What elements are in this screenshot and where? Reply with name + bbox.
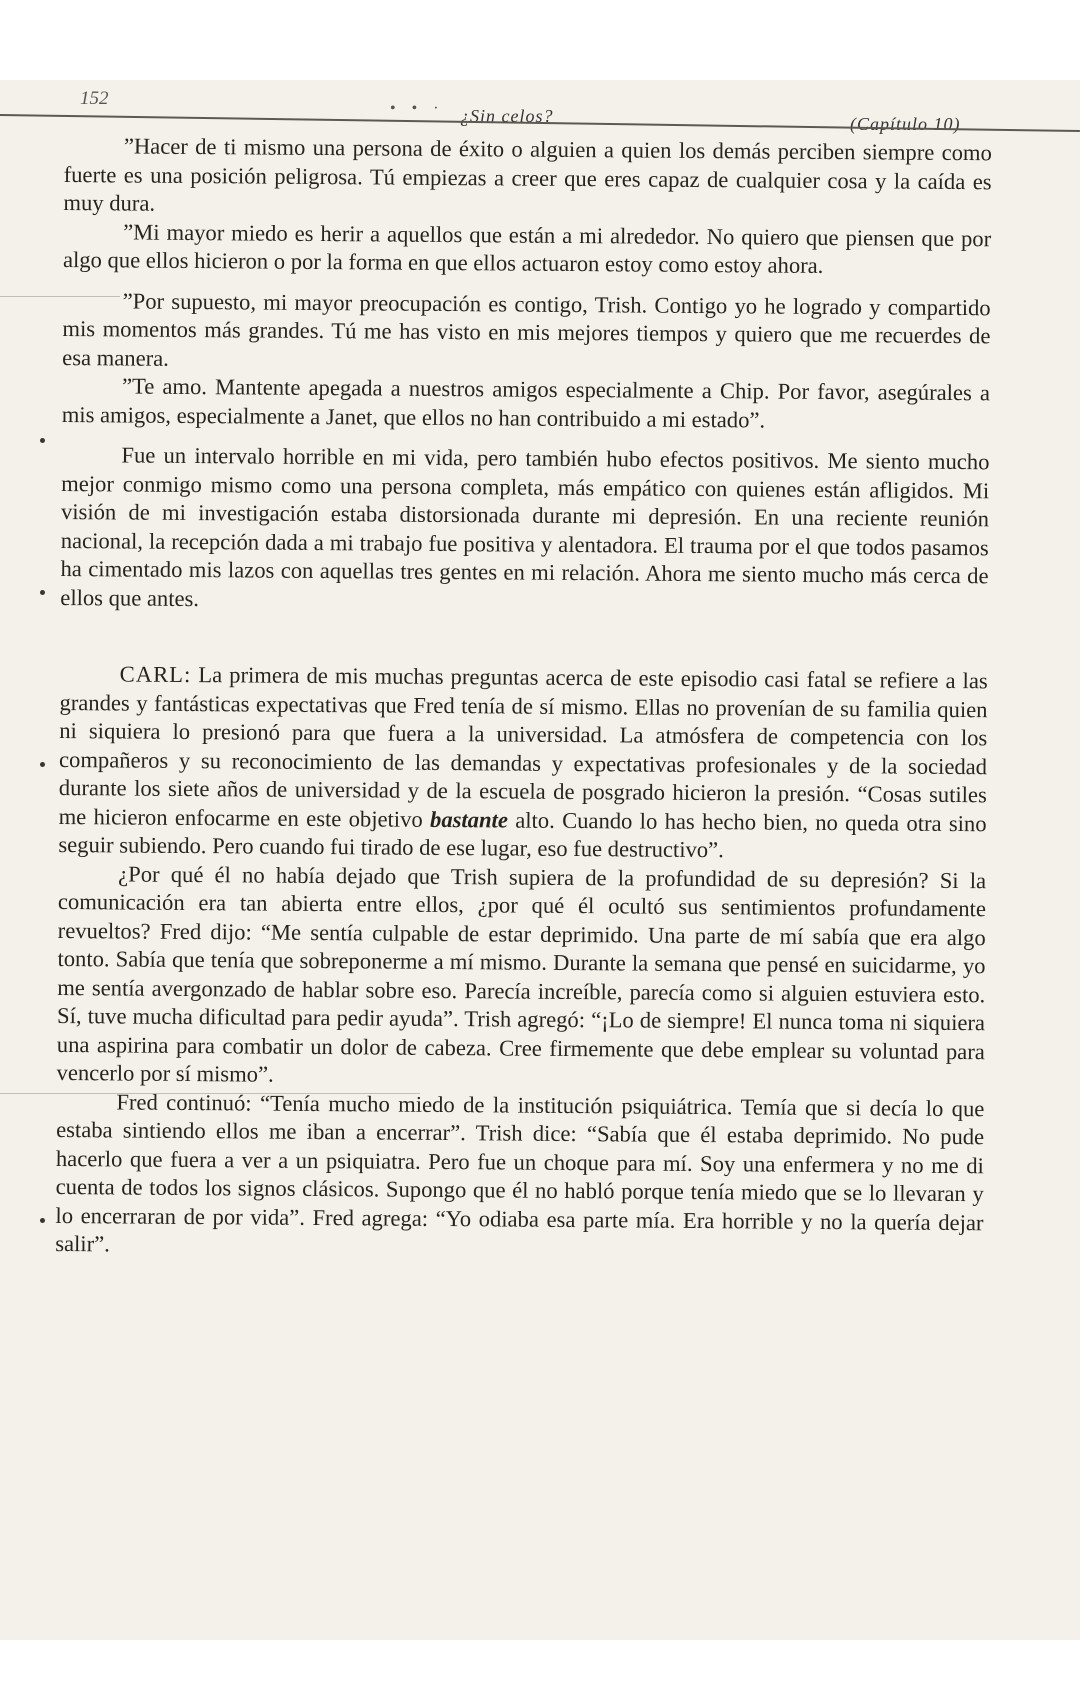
margin-dot: [40, 762, 45, 767]
paragraph: Fred continuó: “Tenía mucho miedo de la institución psiquiátrica. Temía que si decía lo que estaba sintiendo ellos me iban a encerrar”. Trish dice: “Sabía que él estaba deprimido. No pude hacerlo que fuera a ver a un psiquiatra. Pero fue un choque para mí. Soy una enfermera y no me di cuenta de todos los signos clásicos. Supongo que él no habló porque tenía miedo que se lo llevaran y lo encerraran de por vida”. Fred agrega: “Yo odiaba esa parte mía. Era horrible y no la quería dejar salir”.: [55, 1088, 985, 1257]
emphasis: bastante: [429, 806, 509, 833]
page-number: 152: [80, 88, 109, 109]
paragraph-text: La primera de mis muchas preguntas acerca de este episodio casi fatal se refiere a las grandes y fantásticas expectativas que Fred tenía de sí mismo. Ellas no provenían de su familia quien ni siquiera lo presionó para que fuera a la universidad. La atmósfera de competencia con los compañeros y su reconocimiento de las demandas y expectativas profesionales y de la sociedad durante los siete años de universidad y de la escuela de posgrado hicieron la presión. “Cosas sutiles me hicieron enfocarme en este objetivo: [58, 662, 988, 832]
paragraph: [58, 660, 988, 867]
paragraph: ”Por supuesto, mi mayor preocupación es contigo, Trish. Contigo yo he logrado y compartido mis momentos más grandes. Tú me has visto en mis mejores tiempos y quiero que me recuerdes de esa manera.: [62, 287, 991, 371]
chapter-label: (Capítulo 10): [850, 114, 961, 134]
margin-dot: [40, 1218, 45, 1223]
paragraph: ”Hacer de ti mismo una persona de éxito o alguien a quien los demás perciben siempre como fuerte es una posición peligrosa. Tú empiezas a creer que eres capaz de cualquier cosa y la caída es muy dura.: [63, 133, 992, 216]
speaker-label: CARL:: [119, 661, 192, 688]
paragraph: Fue un intervalo horrible en mi vida, pero también hubo efectos positivos. Me siento mucho mejor conmigo mismo como una persona completa, más empático con quienes están afligidos. Mi visión de mi investigación estaba distorsionada durante mi depresión. En una reciente reunión nacional, la recepción dada a mi trabajo fue positiva y alentadora. El trauma por el que todos pasamos ha cimentado mis lazos con aquellas tres gentes en mi relación. Ahora me siento mucho más cerca de ellos que antes.: [60, 442, 990, 611]
margin-dot: [40, 438, 45, 443]
header-dots: • • ·: [390, 100, 445, 117]
paragraph: ¿Por qué él no había dejado que Trish supiera de la profundidad de su depresión? Si la comunicación era tan abierta entre ellos, ¿por qué él ocultó sus sentimientos profundamente revueltos? Fred dijo: “Me sentía culpable de estar deprimido. Una parte de mí sabía que era algo tonto. Sabía que tenía que sobreponerme a mí mismo. Durante la semana que pensé en suicidarme, yo me sentía avergonzado de hablar sobre eso. Parecía increíble, parecía como si alguien estuviera esto. Sí, tuve mucha dificultad para pedir ayuda”. Trish agregó: “¡Lo de siempre! El nunca toma ni siquiera una aspirina para combatir un dolor de cabeza. Cree firmemente que debe emplear su voluntad para vencerlo por sí mismo”.: [56, 860, 987, 1087]
paragraph: ”Mi mayor miedo es herir a aquellos que están a mi alrededor. No quiero que piensen que por algo que ellos hicieron o por la forma en que ellos actuaron estoy como estoy ahora.: [62, 218, 992, 278]
margin-dot: [40, 590, 45, 595]
paragraph: ”Te amo. Mantente apegada a nuestros amigos especialmente a Chip. Por favor, asegúrales a mis amigos, especialmente a Janet, que ellos no han contribuido a mi estado”.: [61, 373, 991, 433]
body-text: [55, 132, 992, 1266]
paragraph-text-continued: alto. Cuando lo has hecho bien, no queda otra sino seguir subiendo. Pero cuando fui tirado de ese lugar, eso fue destructivo”.: [58, 807, 987, 863]
running-title: ¿Sin celos?: [460, 106, 554, 126]
